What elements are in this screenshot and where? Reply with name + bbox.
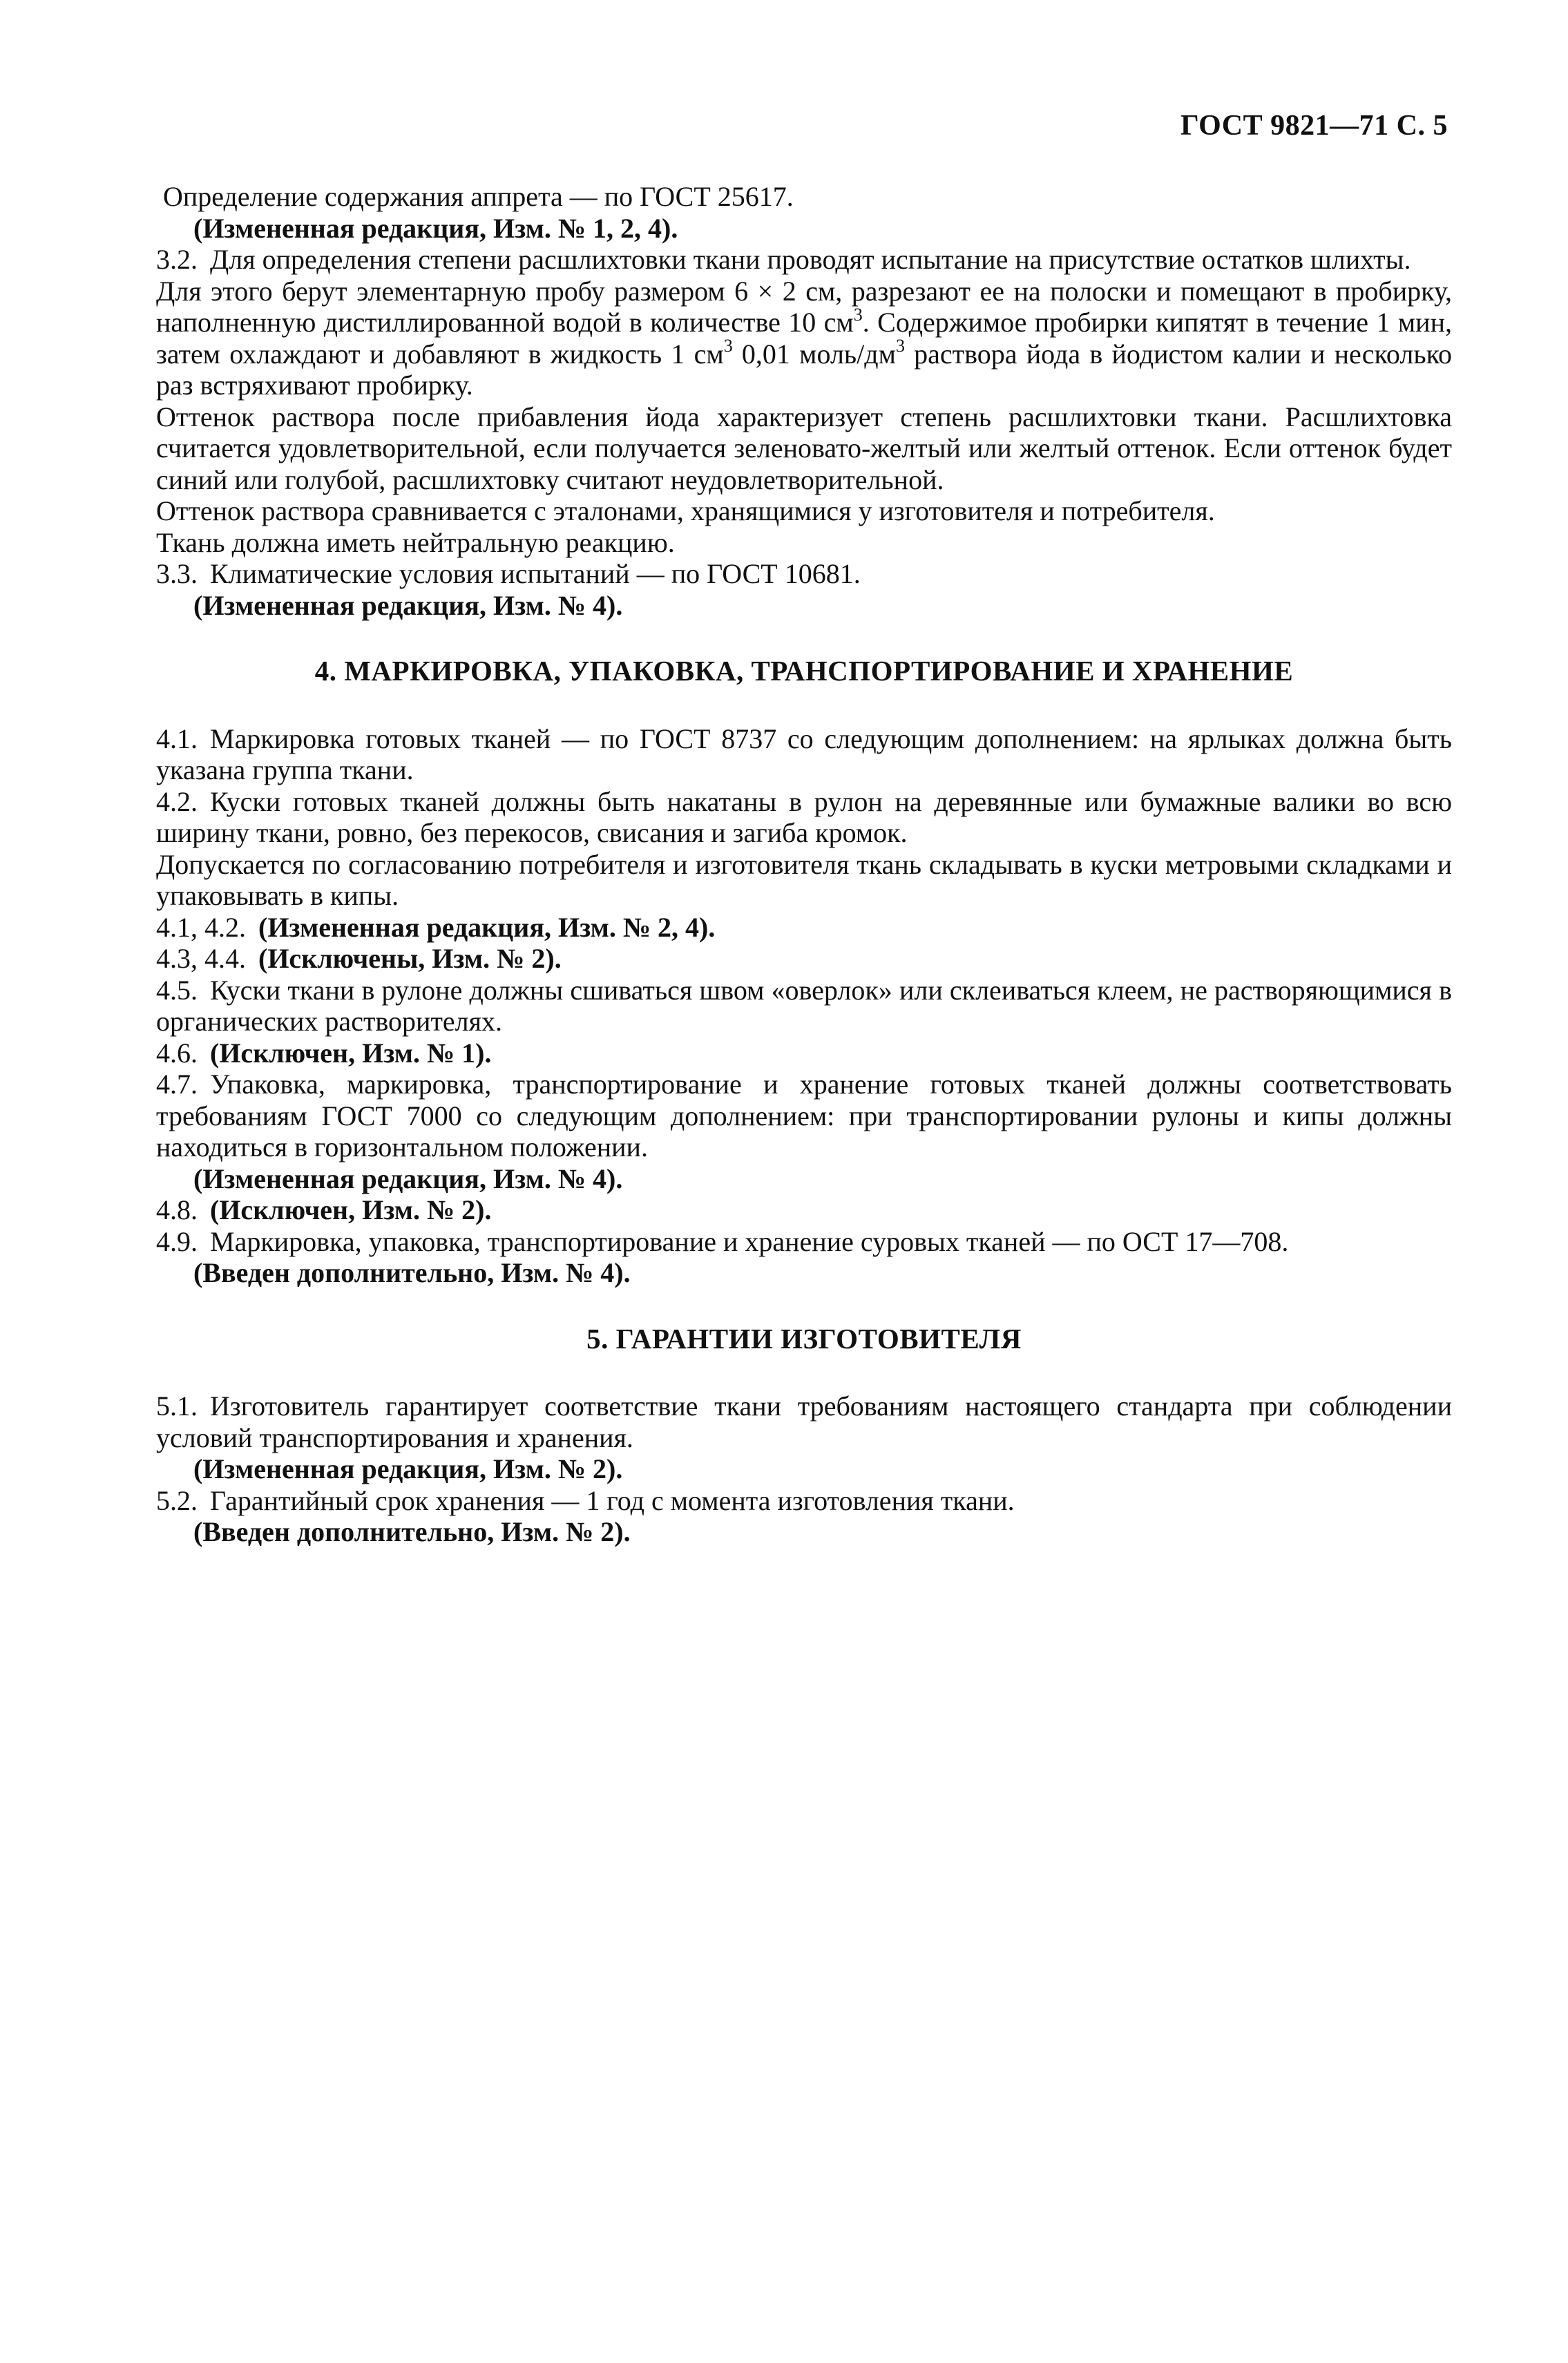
paragraph-allowed: Допускается по согласованию потребителя и изготовителя ткань складывать в куски метровыми складками и упаковывать в кипы.: [156, 848, 1452, 911]
clause-4-1: [156, 723, 1452, 786]
paragraph-shade: Оттенок раствора после прибавления йода характеризует степень расшлихтовки ткани. Расшлихтовка считается удовлетворительной, если получается зеленовато-желтый или желтый оттенок. Если оттенок будет синий или голубой, расшлихтовку считают неудовлетворительной.: [156, 401, 1452, 495]
page-body: [156, 181, 1452, 1548]
paragraph-sample: [156, 276, 1452, 401]
superscript: 3: [723, 336, 733, 356]
clause-number: 4.5.: [156, 974, 198, 1006]
clause-text: Куски готовых тканей должны быть накатаны в рулон на деревянные или бумажные валики во всю ширину ткани, ровно, без перекосов, свисания и загиба кромок.: [156, 785, 1452, 848]
clause-number: 5.1.: [156, 1390, 198, 1422]
clause-text: Упаковка, маркировка, транспортирование и хранение готовых тканей должны соответствовать требованиям ГОСТ 7000 со следующим дополнением: при транспортировании рулоны и кипы должны находиться в горизонтальном положении.: [156, 1069, 1452, 1163]
amendment-note-4-9: (Введен дополнительно, Изм. № 4).: [193, 1257, 631, 1288]
clause-number: 3.2.: [156, 244, 198, 275]
clause-text: Гарантийный срок хранения — 1 год с момента изготовления ткани.: [210, 1484, 1015, 1516]
clause-number: 4.3, 4.4.: [156, 943, 246, 974]
clause-number: 4.7.: [156, 1069, 198, 1100]
clause-text: Изготовитель гарантирует соответствие ткани требованиям настоящего стандарта при соблюдении условий транспортирования и хранения.: [156, 1390, 1452, 1453]
clause-4-7: [156, 1069, 1452, 1163]
amendment-note-4-7: (Измененная редакция, Изм. № 4).: [193, 1163, 623, 1194]
superscript: 3: [853, 304, 863, 325]
clause-number: 4.9.: [156, 1225, 198, 1257]
clause-text: Маркировка, упаковка, транспортирование и хранение суровых тканей — по ОСТ 17—708.: [210, 1225, 1289, 1257]
section-5-heading: 5. ГАРАНТИИ ИЗГОТОВИТЕЛЯ: [586, 1322, 1022, 1355]
sample-text-d: раствора йода в йодистом калии и несколько раз встряхивают пробирку.: [156, 338, 1452, 401]
superscript: 3: [895, 336, 905, 356]
amendment-note-5-2: (Введен дополнительно, Изм. № 2).: [193, 1516, 631, 1547]
amendment-note: (Исключен, Изм. № 2).: [210, 1194, 492, 1225]
amendment-note: (Исключены, Изм. № 2).: [258, 943, 562, 974]
sample-text-c: 0,01 моль/дм: [732, 338, 896, 370]
running-head: ГОСТ 9821—71 С. 5: [1180, 110, 1448, 142]
clause-4-8: [156, 1194, 1452, 1226]
paragraph-appret-text: Определение содержания аппрета — по ГОСТ 25617.: [163, 181, 794, 212]
amendment-note-appret: (Измененная редакция, Изм. № 1, 2, 4).: [193, 212, 678, 244]
clause-number: 4.1, 4.2.: [156, 911, 246, 943]
clause-number: 4.6.: [156, 1037, 198, 1069]
sample-text-a: Для этого берут элементарную пробу размером 6 × 2 см, разрезают ее на полоски и помещают в пробирку, наполненную дистиллированной водой в количестве 10 см: [156, 275, 1452, 338]
paragraph-neutral: Ткань должна иметь нейтральную реакцию.: [156, 526, 675, 558]
clause-4-2: [156, 786, 1452, 849]
amendment-note-3-3: (Измененная редакция, Изм. № 4).: [193, 589, 623, 621]
clause-text: Маркировка готовых тканей — по ГОСТ 8737 со следующим дополнением: на ярлыках должна быть указана группа ткани.: [156, 723, 1452, 785]
paragraph-compare: Оттенок раствора сравнивается с эталонами, хранящимися у изготовителя и потребителя.: [156, 495, 1215, 526]
clause-number: 5.2.: [156, 1484, 198, 1516]
clause-number: 4.8.: [156, 1194, 198, 1225]
clause-number: 3.3.: [156, 558, 198, 589]
clause-number: 4.2.: [156, 785, 198, 817]
clause-3-3: [156, 558, 1452, 590]
amendment-note: (Исключен, Изм. № 1).: [210, 1037, 492, 1069]
clause-5-2: [156, 1485, 1452, 1517]
amendment-note: (Измененная редакция, Изм. № 2, 4).: [258, 911, 716, 943]
clause-text: Для определения степени расшлихтовки ткани проводят испытание на присутствие остатков шлихты.: [210, 244, 1411, 275]
paragraph-appret: [156, 181, 1452, 213]
clause-4-9: [156, 1226, 1452, 1258]
clause-number: 4.1.: [156, 723, 198, 754]
clause-5-1: [156, 1390, 1452, 1453]
clause-4-5: [156, 975, 1452, 1037]
clause-text: Куски ткани в рулоне должны сшиваться швом «оверлок» или склеиваться клеем, не растворяющимися в органических растворителях.: [156, 974, 1452, 1037]
clause-3-2: [156, 244, 1452, 276]
clause-4-3-4-4: [156, 943, 1452, 975]
sample-text-b: . Содержимое пробирки кипятят в течение 1 мин, затем охлаждают и добавляют в жидкость 1 см: [156, 307, 1452, 370]
clause-4-6: [156, 1037, 1452, 1069]
section-4-heading: 4. МАРКИРОВКА, УПАКОВКА, ТРАНСПОРТИРОВАНИЕ И ХРАНЕНИЕ: [314, 655, 1294, 687]
clause-text: Климатические условия испытаний — по ГОСТ 10681.: [210, 558, 861, 589]
clause-4-1-4-2-amendment: [156, 912, 1452, 944]
amendment-note-5-1: (Измененная редакция, Изм. № 2).: [193, 1453, 623, 1484]
